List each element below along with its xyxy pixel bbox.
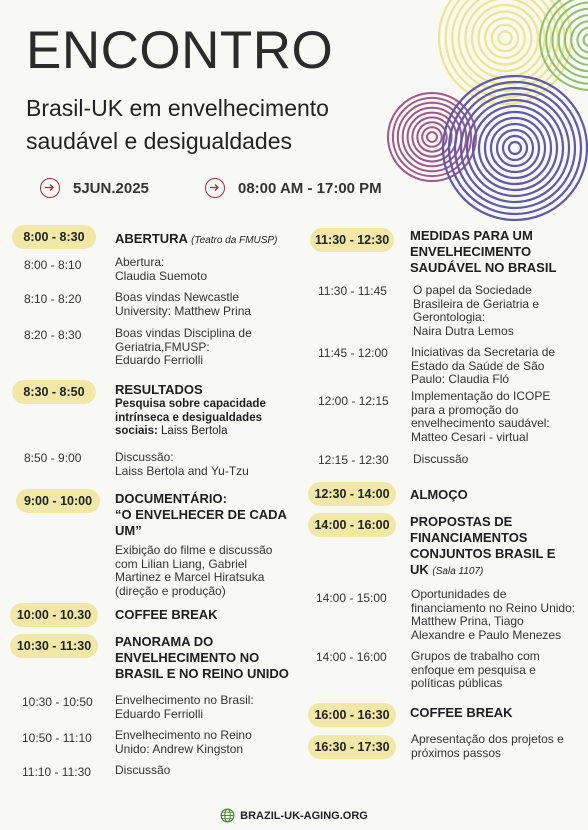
item-time: 12:15 - 12:30 [318, 453, 389, 467]
session-title [115, 634, 289, 682]
text-line: Implementação do ICOPE [411, 389, 551, 403]
decorative-ring [559, 9, 588, 72]
text-line: políticas públicas [411, 676, 503, 690]
text-line: envelhecimento saudável: [411, 416, 550, 430]
session-title-text: ENVELHECIMENTO NO [115, 650, 260, 665]
item-text [115, 694, 254, 721]
decorative-ring [492, 25, 518, 51]
subtitle-line: Brasil-UK em envelhecimento [26, 95, 329, 121]
text-line: Boas vindas Disciplina de [115, 326, 252, 340]
session-title-text: BRASIL E NO REINO UNIDO [115, 666, 289, 681]
decorative-ring [459, 0, 551, 84]
session-title-text: “O ENVELHECER DE CADA [115, 507, 287, 522]
session-title-text: UK [410, 562, 429, 577]
session-title: COFFEE BREAK [115, 607, 218, 622]
item-text [411, 346, 555, 387]
time-range-text: 08:00 AM - 17:00 PM [238, 179, 382, 197]
text-line: Brasileira de Geriatria e [413, 296, 540, 311]
session-title-text: ABERTURA [115, 231, 188, 246]
event-title: ENCONTRO [26, 21, 334, 80]
session-title: COFFEE BREAK [410, 705, 513, 720]
decorative-ring [472, 5, 538, 71]
arrow-right-icon [205, 178, 225, 198]
decorative-ring [465, 0, 544, 78]
text-line: Eduardo Ferriolli [115, 353, 204, 367]
decorative-ring [443, 76, 587, 220]
session-subtitle: Pesquisa sobre capacidade [115, 398, 266, 410]
item-text: Discussão [413, 452, 469, 466]
text-line: Grupos de trabalho com [411, 649, 540, 663]
decorative-ring [446, 0, 565, 97]
session-title-text: FINANCIAMENTOS [410, 530, 528, 545]
session-subtitle: intrínseca e desigualdades [115, 411, 263, 424]
text-line: Apresentação dos projetos e [411, 732, 564, 746]
website-link[interactable]: BRAZIL-UK-AGING.ORG [240, 809, 368, 822]
decorative-ring [467, 100, 563, 196]
session-time-pill: 9:00 - 10:00 [16, 489, 100, 513]
decorative-ring [412, 117, 451, 156]
text-line: Envelhecimento no Brasil: [115, 693, 254, 707]
text-line: com Lilian Liang, Gabriel [115, 556, 248, 571]
session-time-pill: 16:30 - 17:30 [308, 735, 396, 759]
item-time: 11:30 - 11:45 [318, 284, 387, 298]
text-line: próximos passos [411, 745, 502, 760]
session-time-pill: 14:00 - 16:00 [308, 513, 396, 537]
text-line: Gerontologia: [413, 310, 486, 324]
text-line: Matthew Prina, Tiago [411, 614, 524, 628]
decorative-ring [578, 28, 588, 53]
text-line: Martinez e Marcel Hiratsuka [115, 570, 265, 584]
session-time-pill: 8:30 - 8:50 [12, 380, 96, 404]
item-text [411, 733, 564, 760]
decorative-ring [509, 142, 521, 154]
text-line: (direção e produção) [115, 583, 226, 598]
text-line: Unido: Andrew Kingston [115, 741, 244, 756]
arrow-right-icon [40, 178, 60, 198]
session-location: (Sala 1107) [432, 566, 484, 577]
decorative-ring [473, 106, 557, 190]
decorative-ring [455, 88, 575, 208]
decorative-ring [422, 127, 442, 147]
decorative-ring [461, 94, 569, 202]
session-time-pill: 10:30 - 11:30 [10, 634, 98, 658]
decorative-ring [497, 130, 533, 166]
decorative-ring [449, 82, 581, 214]
text-line: Estado da Saúde de São [411, 358, 545, 373]
session-time-pill: 10:00 - 10.30 [10, 603, 98, 627]
decorative-ring [417, 122, 446, 151]
session-title-text: RESULTADOS [115, 382, 203, 397]
item-time: 10:30 - 10:50 [22, 695, 93, 709]
text-line: Abertura: [115, 255, 165, 269]
item-time: 8:20 - 8:30 [24, 328, 82, 342]
text-line: Alexandre e Paulo Menezes [411, 627, 562, 642]
session-time-pill: 8:00 - 8:30 [12, 225, 96, 249]
item-text [115, 729, 252, 756]
decorative-ring [398, 103, 466, 171]
session-time-pill: 16:00 - 16:30 [308, 703, 396, 727]
text-line: enfoque em pesquisa e [411, 662, 536, 677]
text-line: Envelhecimento no Reino [115, 728, 252, 742]
decorative-ring [491, 124, 539, 172]
session-title [115, 382, 266, 439]
decorative-ring [403, 108, 462, 167]
text-line: Oportunidades de [411, 587, 507, 601]
item-time: 14:00 - 16:00 [316, 650, 387, 664]
item-text: Discussão [115, 763, 171, 777]
text-line: O papel da Sociedade [413, 283, 532, 297]
text-line: Boas vindas Newcastle [115, 290, 240, 304]
decorative-ring [439, 0, 571, 104]
text-line: Laiss Bertola and Yu-Tzu [115, 463, 249, 478]
text-line: Geriatria,FMUSP: [115, 339, 210, 354]
decorative-ring [565, 15, 588, 65]
session-title: ALMOÇO [410, 487, 468, 502]
item-time: 8:00 - 8:10 [24, 258, 82, 272]
session-subtitle: sociais: [115, 425, 158, 437]
item-text [411, 588, 575, 642]
event-time [205, 178, 382, 198]
event-date [40, 178, 149, 198]
item-text [115, 451, 249, 478]
text-line: Discussão: [115, 450, 174, 464]
session-time-pill: 12:30 - 14:00 [308, 482, 396, 506]
decorative-ring [540, 0, 588, 90]
session-location: (Teatro da FMUSP) [191, 235, 278, 246]
decorative-ring [546, 0, 588, 84]
text-line: Iniciativas da Secretaria de [411, 345, 556, 359]
decorative-ring [485, 18, 525, 58]
decorative-ring [479, 112, 551, 184]
item-time: 10:50 - 11:10 [22, 731, 92, 745]
session-time-pill: 11:30 - 12:30 [310, 228, 394, 252]
decorative-ring [452, 0, 558, 91]
item-text [115, 327, 252, 368]
text-line: para a promoção do [411, 402, 519, 417]
item-text [411, 390, 550, 444]
globe-icon [220, 808, 235, 823]
decorative-ring [498, 31, 511, 44]
text-line: Eduardo Ferriolli [115, 706, 204, 721]
decorative-ring [571, 21, 588, 59]
decorative-ring [503, 136, 527, 160]
session-title-text: PANORAMA DO [115, 634, 214, 649]
decorative-ring [485, 118, 545, 178]
decorative-ring [584, 34, 588, 47]
text-line: Naira Dutra Lemos [413, 323, 514, 338]
item-time: 12:00 - 12:15 [318, 394, 389, 408]
footer [0, 808, 588, 823]
session-title-text: DOCUMENTÁRIO: [115, 491, 227, 506]
item-time: 8:50 - 9:00 [24, 451, 82, 465]
session-title-text: ENVELHECIMENTO [410, 244, 532, 259]
session-title [410, 514, 555, 580]
session-title-text: MEDIDAS PARA UM [410, 228, 533, 243]
decorative-ring [408, 113, 457, 162]
text-line: financiamento no Reino Unido: [411, 600, 576, 615]
text-line: Matteo Cesari - virtual [411, 429, 529, 444]
session-title [115, 491, 287, 539]
session-title-text: UM” [115, 523, 142, 538]
decorative-ring [479, 12, 532, 65]
decorative-ring [553, 3, 588, 78]
item-text [115, 544, 272, 598]
text-line: Claudia Suemoto [115, 268, 208, 283]
item-time: 8:10 - 8:20 [24, 292, 82, 306]
session-title-text: SAUDÁVEL NO BRASIL [410, 260, 557, 275]
item-text [115, 291, 251, 318]
decorative-ring [427, 132, 437, 142]
session-title [115, 231, 277, 249]
item-text [115, 256, 207, 283]
session-title [410, 228, 556, 276]
date-text: 5JUN.2025 [73, 179, 149, 197]
session-title-text: PROPOSTAS DE [410, 514, 513, 529]
item-time: 11:45 - 12:00 [318, 346, 388, 360]
text-line: Exibição do filme e discussão [115, 543, 273, 557]
text-line: University: Matthew Prina [115, 303, 252, 318]
event-subtitle [26, 92, 406, 158]
item-text [411, 650, 540, 691]
speaker-name: Laiss Bertola [157, 425, 228, 437]
text-line: Paulo: Claudia Fló [411, 372, 510, 386]
item-text [413, 284, 539, 338]
item-time: 11:10 - 11:30 [22, 765, 91, 779]
subtitle-line: saudável e desigualdades [26, 128, 292, 154]
session-title-text: CONJUNTOS BRASIL E [410, 546, 556, 561]
item-time: 14:00 - 15:00 [316, 591, 387, 605]
